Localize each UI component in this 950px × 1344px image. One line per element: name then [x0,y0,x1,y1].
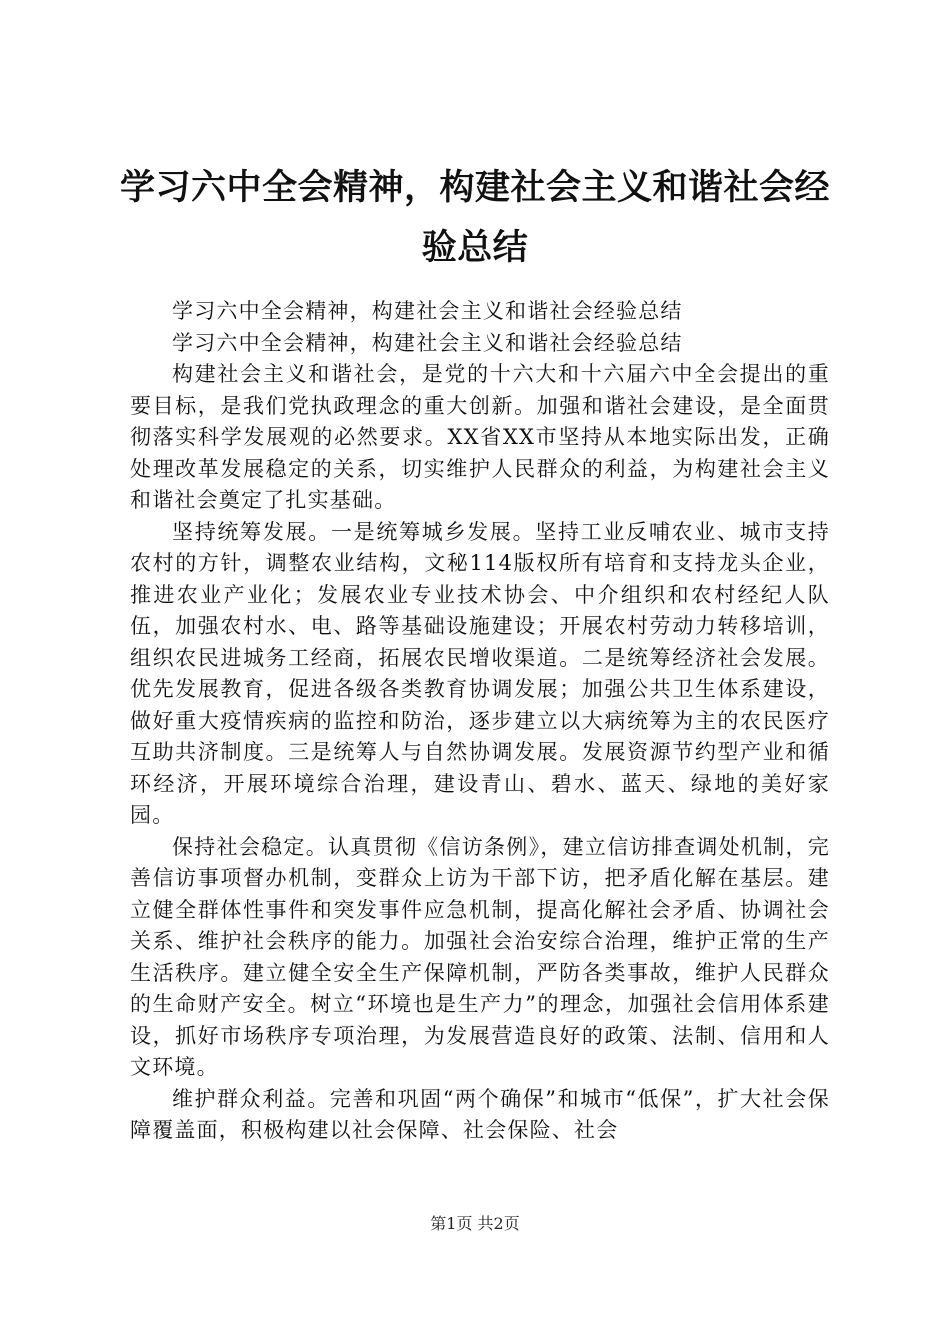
document-body [130,296,830,1147]
page-number-footer: 第1页 共2页 [430,1214,520,1233]
document-title: 学习六中全会精神，构建社会主义和谐社会经验总结 [120,168,831,268]
paragraph-public-interest: 维护群众利益。完善和巩固“两个确保”和城市“低保”，扩大社会保障覆盖面，积极构建以社会保障、社会保险、社会 [130,1086,830,1142]
paragraph-coordinated-development: 坚持统筹发展。一是统筹城乡发展。坚持工业反哺农业、城市支持农村的方针，调整农业结构，文秘114版权所有培育和支持龙头企业，推进农业产业化；发展农业专业技术协会、中介组织和农村经纪人队伍，加强农村水、电、路等基础设施建设；开展农村劳动力转移培训，组织农民进城务工经商，拓展农民增收渠道。二是统筹经济社会发展。优先发展教育，促进各级各类教育协调发展；加强公共卫生体系建设，做好重大疫情疾病的监控和防治，逐步建立以大病统筹为主的农民医疗互助共济制度。三是统筹人与自然协调发展。发展资源节约型产业和循环经济，开展环境综合治理，建设青山、碧水、蓝天、绿地的美好家园。 [130,519,830,827]
paragraph-social-stability: 保持社会稳定。认真贯彻《信访条例》，建立信访排查调处机制，完善信访事项督办机制，变群众上访为干部下访，把矛盾化解在基层。建立健全群体性事件和突发事件应急机制，提高化解社会矛盾、协调社会关系、维护社会秩序的能力。加强社会治安综合治理，维护正常的生产生活秩序。建立健全安全生产保障机制，严防各类事故，维护人民群众的生命财产安全。树立“环境也是生产力”的理念，加强社会信用体系建设，抓好市场秩序专项治理，为发展营造良好的政策、法制、信用和人文环境。 [130,834,830,1079]
paragraph-subtitle-1: 学习六中全会精神，构建社会主义和谐社会经验总结 [172,299,683,323]
paragraph-subtitle-2: 学习六中全会精神，构建社会主义和谐社会经验总结 [172,330,683,355]
paragraph-intro: 构建社会主义和谐社会，是党的十六大和十六届六中全会提出的重要目标，是我们党执政理念的重大创新。加强和谐社会建设，是全面贯彻落实科学发展观的必然要求。XX省XX市坚持从本地实际出发，正确处理改革发展稳定的关系，切实维护人民群众的利益，为构建社会主义和谐社会奠定了扎实基础。 [130,362,830,512]
